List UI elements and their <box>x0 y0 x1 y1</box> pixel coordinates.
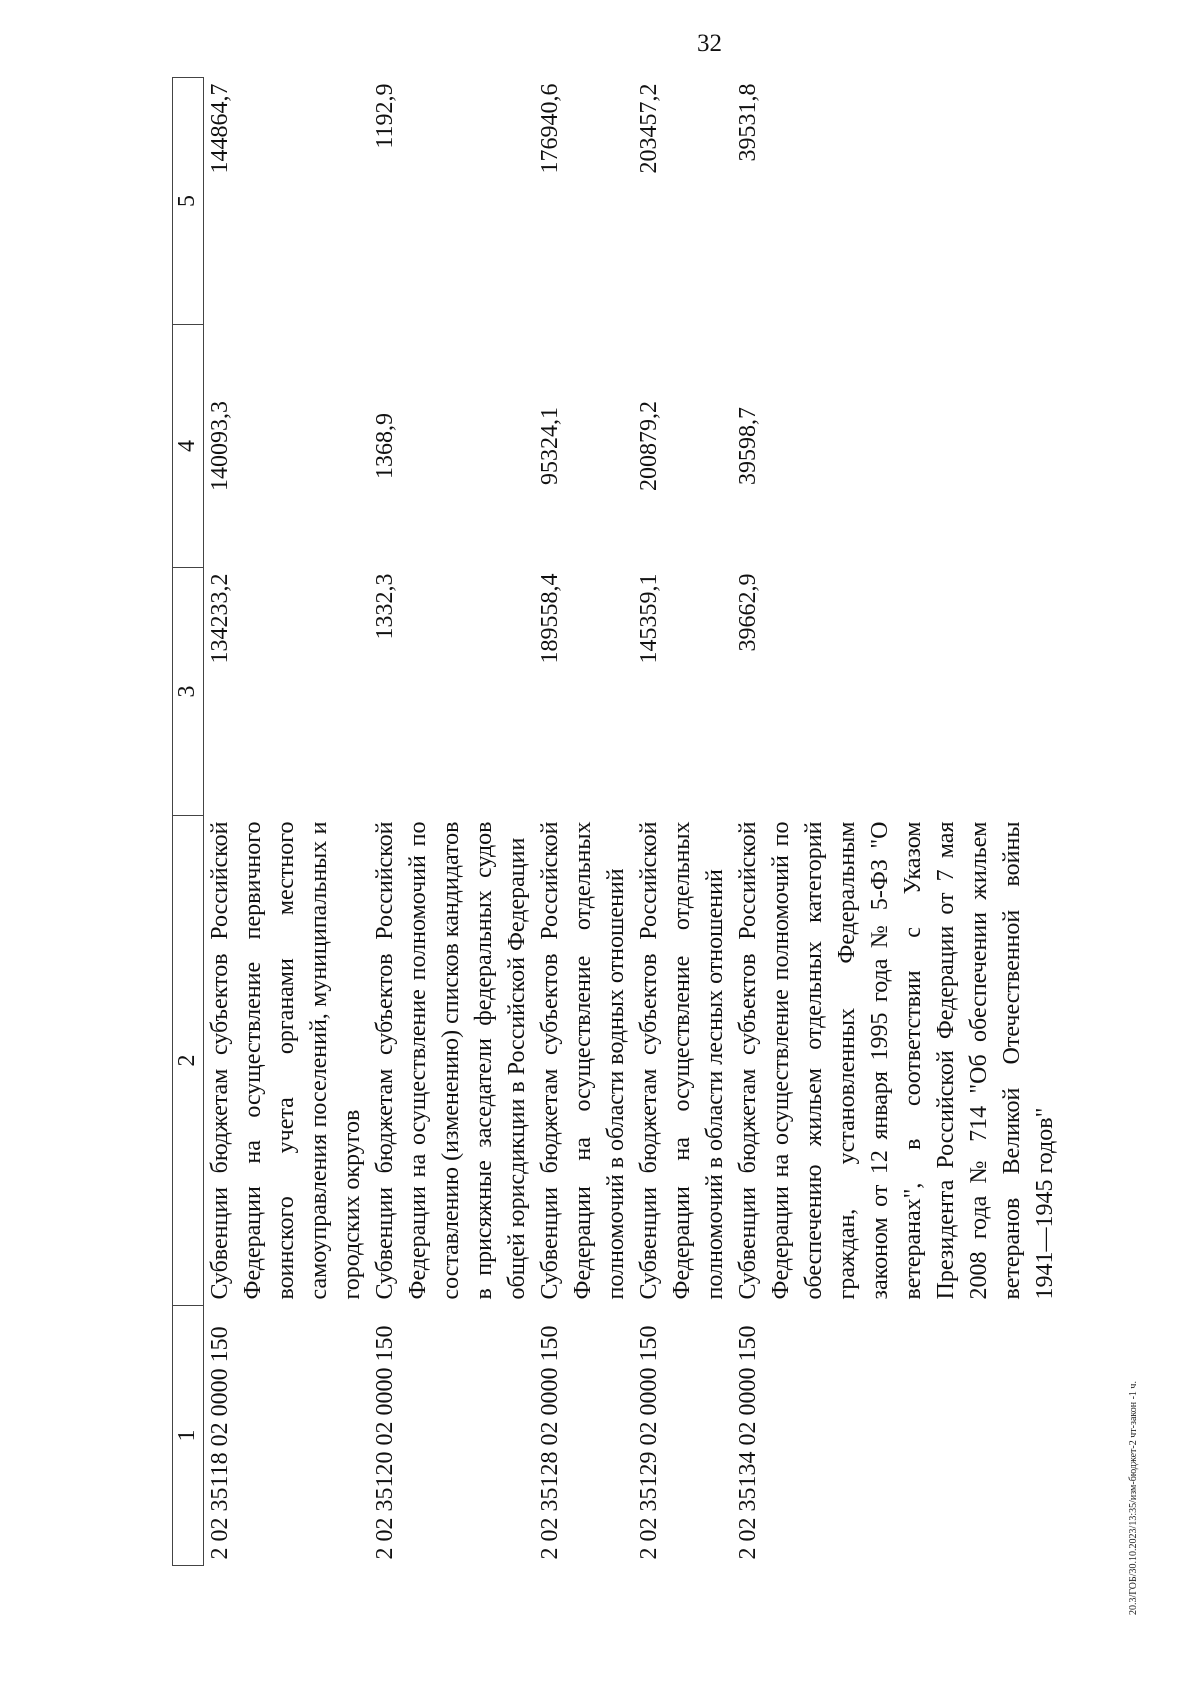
budget-code: 2 02 35120 02 0000 150 <box>372 1325 398 1560</box>
value-col5: 176940,6 <box>537 83 563 174</box>
value-col5: 203457,2 <box>636 83 662 174</box>
header-cell-4: 4 <box>173 325 204 568</box>
header-cell-5: 5 <box>173 78 204 325</box>
value-col3: 1332,3 <box>372 573 398 640</box>
value-col3: 189558,4 <box>537 573 563 664</box>
table-row <box>732 78 1062 1566</box>
value-col4: 140093,3 <box>207 401 233 491</box>
table-row <box>633 78 732 1566</box>
value-col5: 144864,7 <box>207 83 233 174</box>
rotated-table-container <box>172 78 1102 1566</box>
row-description: Субвенции бюджетам субъектов Российской Федерации на осуществление первичного воинского учета органами местного самоуправления поселений, муниципальных и городских округов <box>207 821 365 1300</box>
value-col4: 95324,1 <box>537 407 563 485</box>
value-col3: 145359,1 <box>636 573 662 664</box>
value-col5: 39531,8 <box>735 83 761 162</box>
value-col4: 1368,9 <box>372 413 398 479</box>
budget-code: 2 02 35118 02 0000 150 <box>207 1326 233 1560</box>
value-col4: 200879,2 <box>636 401 662 491</box>
row-description: Субвенции бюджетам субъектов Российской Федерации на осуществление отдельных полномочий в области лесных отношений <box>636 821 728 1300</box>
row-description: Субвенции бюджетам субъектов Российской Федерации на осуществление полномочий по обеспечению жильем отдельных категорий граждан, установленных Федеральным законом от 12 января 1995 года № 5-ФЗ "О ветеранах", в соответствии с Указом Президента Российской Федерации от 7 мая 2008 года № 714 "Об обеспечении жильем ветеранов Великой Отечественной войны 1941—1945 годов" <box>735 821 1058 1300</box>
budget-code: 2 02 35134 02 0000 150 <box>735 1325 761 1560</box>
footer-document-code: 20.3/ГОБ/30.10.2023/13:35/изм-бюджет-2 чт-закон -1 ч. <box>1128 1381 1139 1615</box>
header-cell-2: 2 <box>173 816 204 1306</box>
budget-code: 2 02 35129 02 0000 150 <box>636 1325 662 1560</box>
value-col4: 39598,7 <box>735 407 761 485</box>
page-number: 32 <box>697 30 722 57</box>
table-row <box>369 78 534 1566</box>
row-description: Субвенции бюджетам субъектов Российской Федерации на осуществление отдельных полномочий в области водных отношений <box>537 821 629 1300</box>
table-row <box>534 78 633 1566</box>
value-col5: 1192,9 <box>372 83 398 149</box>
header-cell-1: 1 <box>173 1306 204 1566</box>
budget-code: 2 02 35128 02 0000 150 <box>537 1325 563 1560</box>
table-row <box>204 78 370 1566</box>
value-col3: 134233,2 <box>207 573 233 664</box>
table-header-row <box>173 78 204 1566</box>
value-col3: 39662,9 <box>735 573 761 652</box>
budget-table <box>172 77 1062 1566</box>
header-cell-3: 3 <box>173 568 204 816</box>
row-description: Субвенции бюджетам субъектов Российской Федерации на осуществление полномочий по составлению (изменению) списков кандидатов в присяжные заседатели федеральных судов общей юрисдикции в Российской Федерации <box>372 821 530 1300</box>
